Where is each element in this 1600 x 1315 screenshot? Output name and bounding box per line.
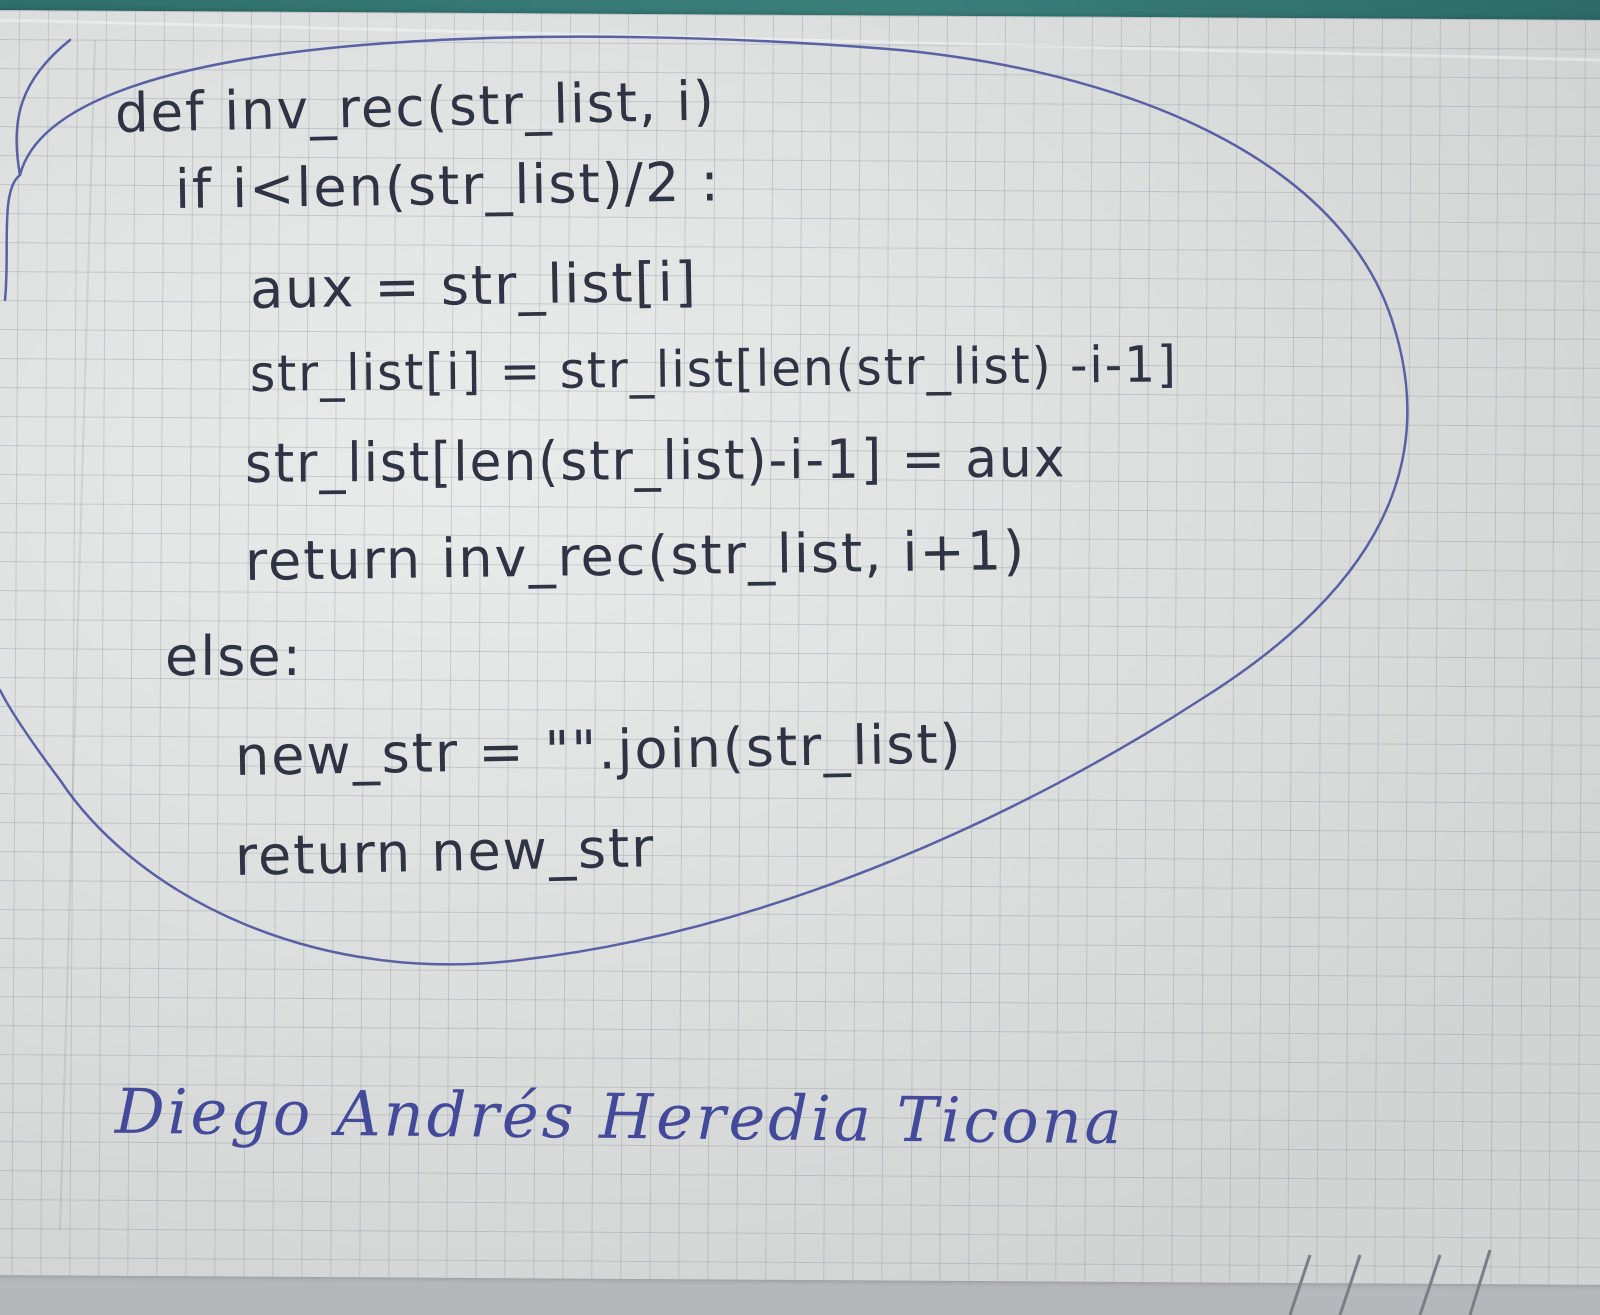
code-line-def: def inv_rec(str_list, i) xyxy=(114,69,717,145)
code-line-swap-first: str_list[i] = str_list[len(str_list) -i-1] xyxy=(249,335,1179,403)
author-signature: Diego Andrés Heredia Ticona xyxy=(114,1074,1125,1159)
code-line-return-new-str: return new_str xyxy=(234,816,656,888)
code-line-if: if i<len(str_list)/2 : xyxy=(174,150,722,221)
code-line-join: new_str = "".join(str_list) xyxy=(234,712,964,788)
code-line-return-recursive: return inv_rec(str_list, i+1) xyxy=(244,519,1027,593)
code-line-swap-second: str_list[len(str_list)-i-1] = aux xyxy=(244,426,1067,495)
code-line-aux-assign: aux = str_list[i] xyxy=(249,250,699,321)
code-line-else: else: xyxy=(165,625,303,688)
